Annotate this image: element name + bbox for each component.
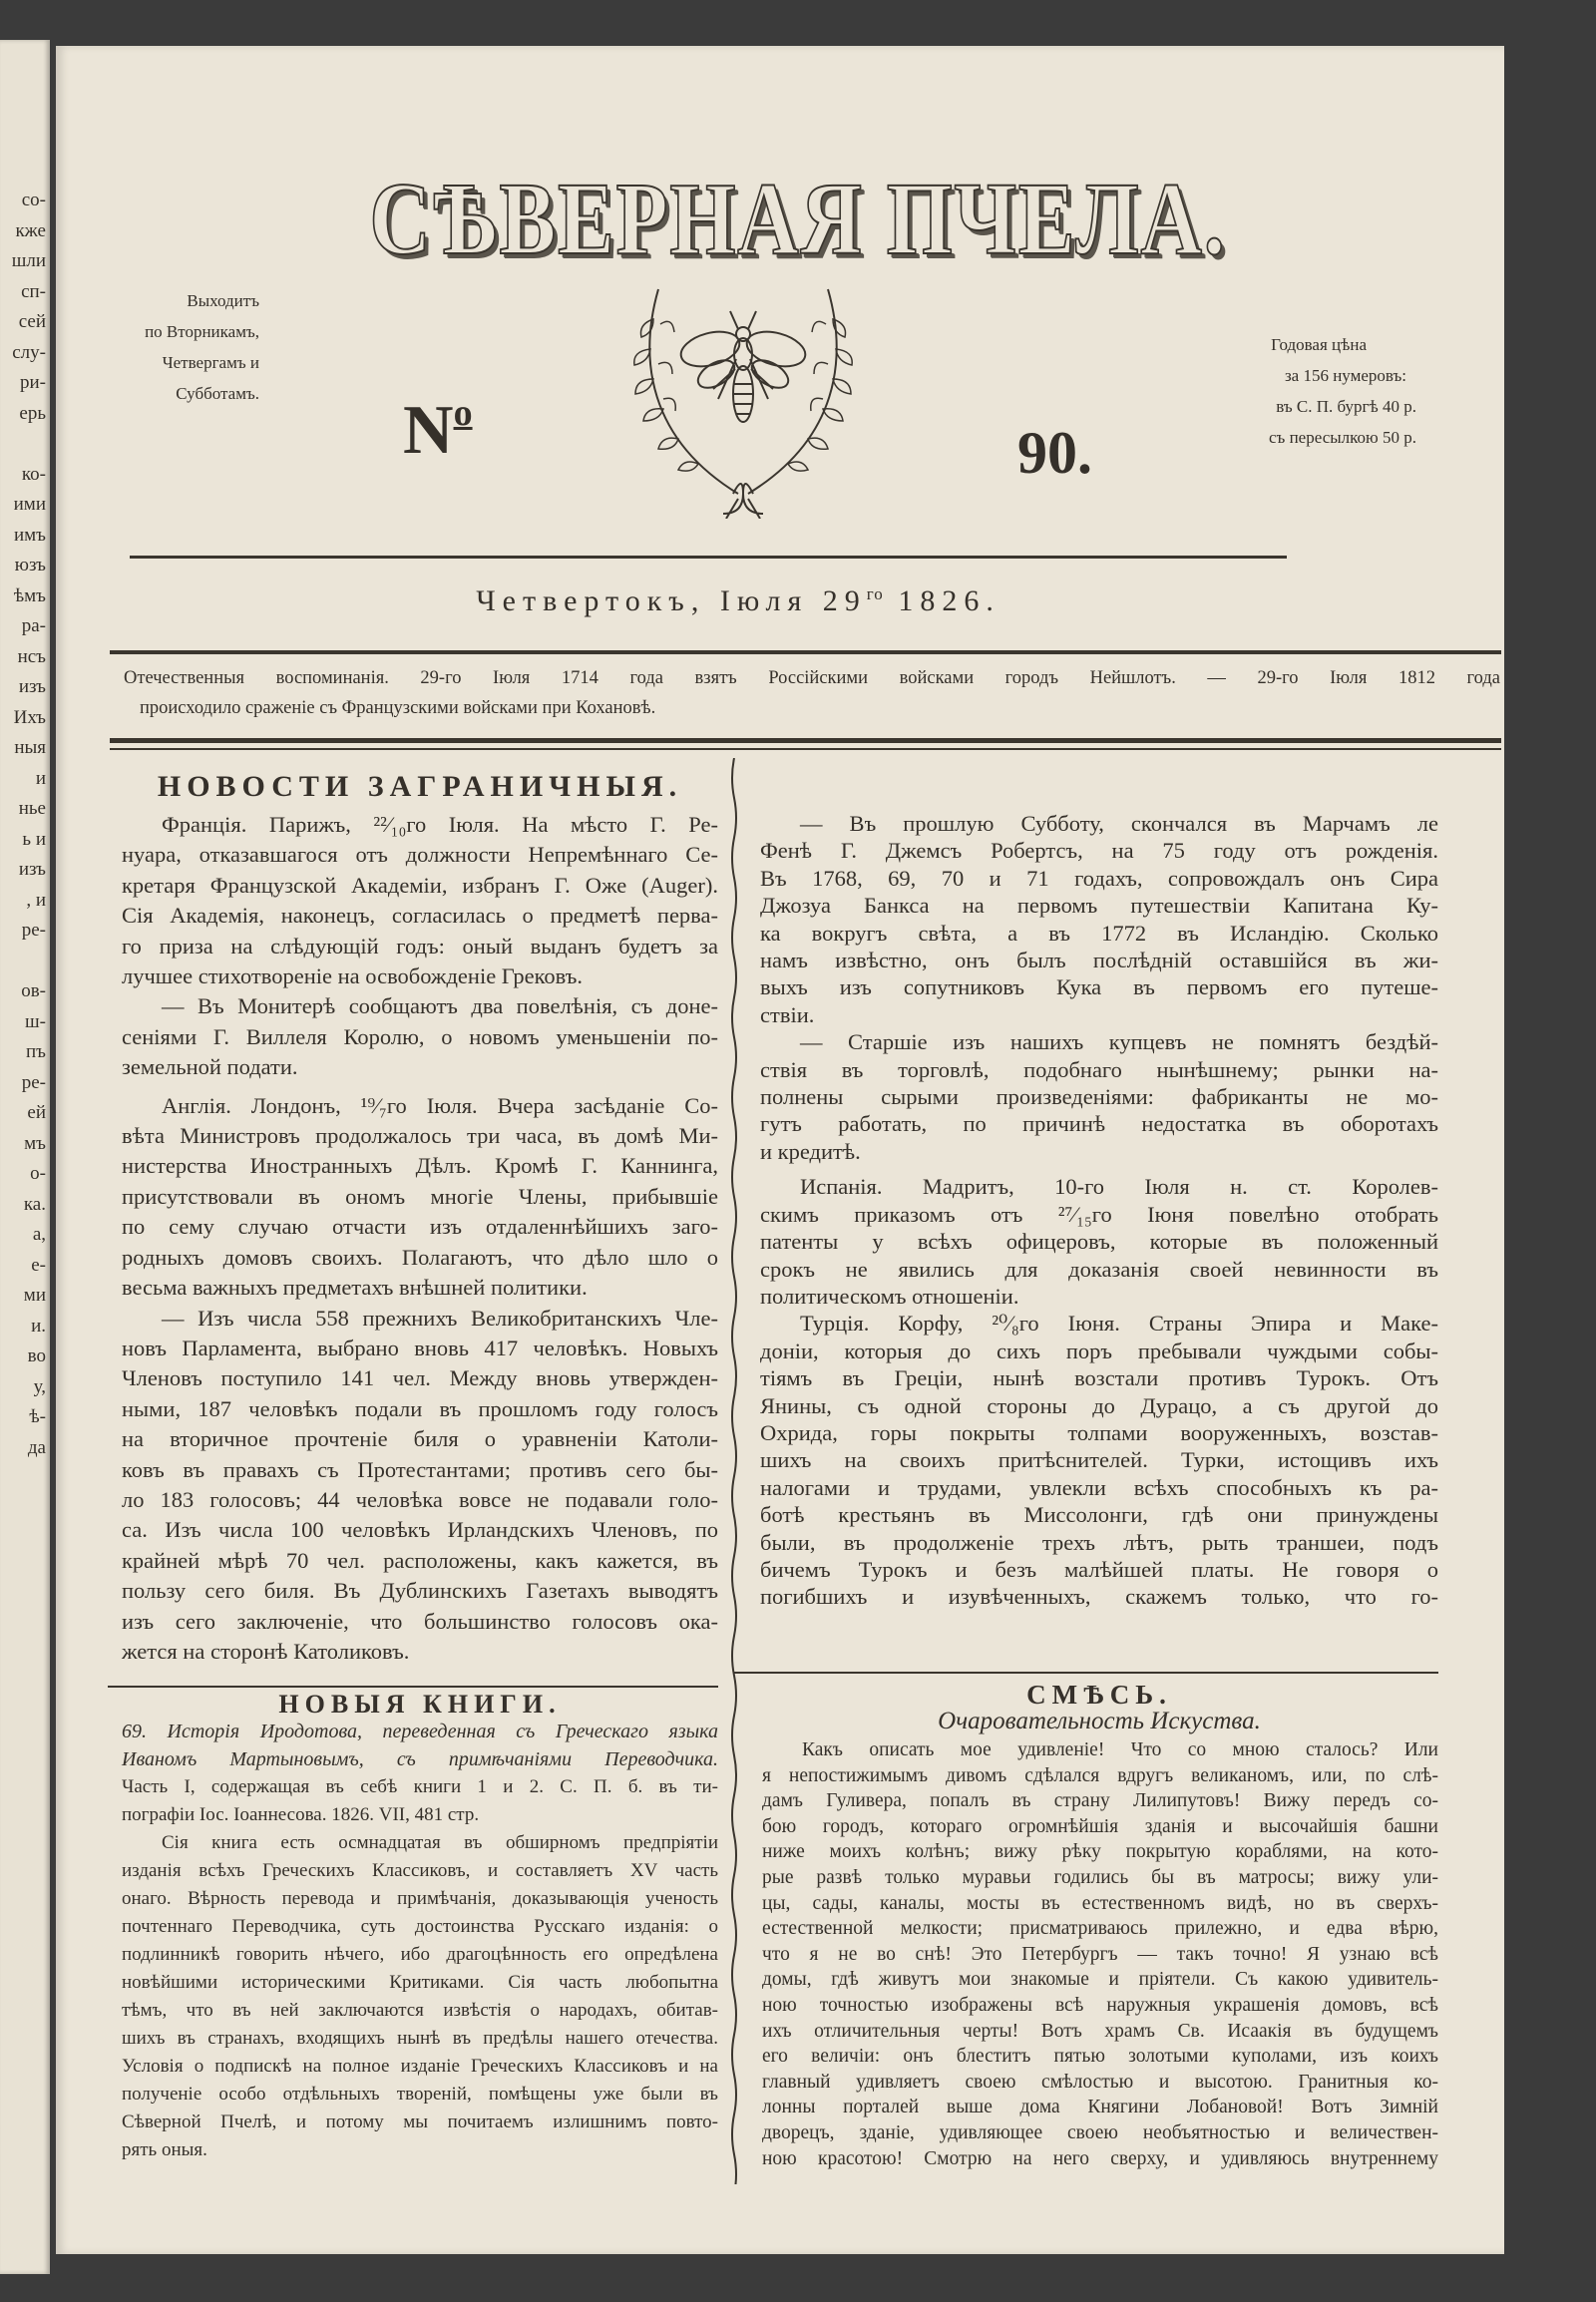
previous-page-text-fragment: Ихъ xyxy=(13,706,46,728)
previous-page-text-fragment: ре- xyxy=(21,1071,46,1093)
previous-page-text-fragment: изъ xyxy=(18,859,46,880)
text-line: ною точностью изображены всѣ наружныя украшенія домовъ, всѣ xyxy=(762,1994,1438,2016)
text-line: новѣйшими историческими Критиками. Сія часть любопытна xyxy=(122,1972,718,1993)
text-line: доніи, которыя до сихъ поръ пребывали чуждыми собы- xyxy=(760,1338,1438,1363)
text-line: нистерства Иностранныхъ Дѣлъ. Кромѣ Г. Каннинга, xyxy=(122,1153,718,1179)
text-line: ною красотою! Смотрю на него сверху, и удивляюсь внутреннему xyxy=(762,2147,1438,2169)
text-line: — Въ прошлую Субботу, скончался въ Марчамъ ле xyxy=(800,811,1438,836)
text-line: сеніями Г. Виллеля Королю, о новомъ уменьшеніи по- xyxy=(122,1023,718,1049)
section-heading-new-books: НОВЫЯ КНИГИ. xyxy=(278,1690,562,1719)
number-sign xyxy=(403,391,473,471)
previous-page-text-fragment: нсъ xyxy=(17,645,46,667)
issue-date xyxy=(0,584,1476,618)
text-line: Джозуа Банкса на первомъ путешествіи Капитана Ку- xyxy=(760,893,1438,919)
schedule-line: Выходитъ xyxy=(187,291,259,310)
price-line: Годовая цѣна xyxy=(1271,335,1367,354)
text-line: дамъ Гуливера, попалъ въ страну Лилипутовъ! Вижу передъ со- xyxy=(762,1790,1438,1812)
previous-page-text-fragment: юзъ xyxy=(14,555,46,576)
text-line: новъ Парламента, выбрано вновь 417 человѣкъ. Новыхъ xyxy=(122,1335,718,1360)
text-line: Турція. Корфу, ²⁰⁄₈го Іюня. Страны Эпира и Маке- xyxy=(800,1311,1438,1337)
previous-page-text-fragment: слу- xyxy=(12,341,46,363)
previous-page-text-fragment: во xyxy=(27,1345,46,1366)
text-line: Франція. Парижъ, ²²⁄₁₀го Іюля. На мѣсто Г. Ре- xyxy=(162,812,718,837)
text-line: вѣта Министровъ продолжалось три часа, въ домѣ Ми- xyxy=(122,1123,718,1149)
text-line: Сія Академія, наконецъ, согласилась о предметѣ перва- xyxy=(122,903,718,929)
text-line: — Старшіе изъ нашихъ купцевъ не помнятъ бездѣй- xyxy=(800,1029,1438,1055)
date-year: 1826. xyxy=(883,584,1000,617)
text-line: подлинникѣ говорить нѣчего, ибо драгоцѣнность его опредѣлена xyxy=(122,1944,718,1965)
text-line: го приза на слѣдующій годъ: оный выданъ будетъ за xyxy=(122,933,718,959)
text-line: Часть I, содержащая въ себѣ книги 1 и 2. С. П. б. въ ти- xyxy=(122,1776,718,1797)
previous-page-text-fragment: о- xyxy=(30,1163,46,1184)
text-line: лонны порталей выше дома Княгини Лобановой! Вотъ Зимній xyxy=(762,2097,1438,2118)
text-line: что я не во снѣ! Это Петербургъ — такъ точно! Я узнаю всѣ xyxy=(762,1943,1438,1965)
previous-page-text-fragment: ов- xyxy=(21,980,46,1001)
text-line: Членовъ поступило 141 чел. Между вновь утвержден- xyxy=(122,1365,718,1391)
previous-page-text-fragment: е- xyxy=(31,1254,46,1276)
text-line: бичемъ Турокъ и безъ малѣйшей платы. Не говоря о xyxy=(760,1556,1438,1582)
text-line: тіямъ въ Греціи, нынѣ возстали противъ Турокъ. Отъ xyxy=(760,1365,1438,1391)
price-line: за 156 нумеровъ: xyxy=(1284,366,1406,385)
previous-page-edge xyxy=(0,40,50,2274)
previous-page-text-fragment: мъ xyxy=(24,1132,46,1154)
text-line: пографіи Іос. Іоаннесова. 1826. VII, 481 стр. xyxy=(122,1804,480,1825)
previous-page-text-fragment: ра- xyxy=(21,615,46,636)
divider-rule xyxy=(108,1686,718,1688)
schedule-line: Субботамъ. xyxy=(176,384,259,403)
text-line: естественной мелкости; присматриваюсь прилежно, и едва вѣрю, xyxy=(762,1918,1438,1940)
previous-page-text-fragment: ми xyxy=(23,1285,46,1306)
text-line: домы, гдѣ живутъ мои знакомые и пріятели. Съ какою удивитель- xyxy=(762,1969,1438,1991)
text-line: ихъ отличительныя черты! Вотъ храмъ Св. Исаакія въ будущемъ xyxy=(762,2020,1438,2042)
text-line: Сѣверной Пчелѣ, и потому мы почитаемъ излишнимъ повто- xyxy=(122,2111,718,2132)
previous-page-text-fragment: а, xyxy=(32,1224,46,1245)
previous-page-text-fragment: нье xyxy=(18,798,46,819)
previous-page-text-fragment: ре- xyxy=(21,920,46,941)
text-line: онаго. Вѣрность перевода и примѣчанія, доказывающія ученость xyxy=(122,1888,718,1909)
number-sign-letter: N xyxy=(403,392,454,469)
text-line: ка вокругъ свѣта, а въ 1772 въ Исландію. Сколько xyxy=(760,920,1438,946)
previous-page-text-fragment: сей xyxy=(18,311,46,332)
previous-page-text-fragment: ерь xyxy=(19,402,46,424)
text-line: шихъ въ странахъ, входящихъ нынѣ въ предѣлы нашего отечества. xyxy=(122,2028,718,2049)
schedule-line: Четвергамъ и xyxy=(162,353,259,372)
text-line: — Изъ числа 558 прежнихъ Великобританскихъ Чле- xyxy=(162,1305,718,1331)
previous-page-text-fragment: со- xyxy=(21,190,46,210)
publication-schedule xyxy=(100,285,259,409)
text-line: намъ извѣстно, онъ былъ послѣдній оставшійся въ жи- xyxy=(760,948,1438,973)
previous-page-text-fragment: изъ xyxy=(18,676,46,697)
previous-page-text-fragment: сп- xyxy=(21,280,46,302)
previous-page-text-fragment: ь и xyxy=(22,828,46,850)
text-line: его величіи: онъ блеститъ пятью золотыми куполами, изъ коихъ xyxy=(762,2046,1438,2068)
text-line: политическомъ отношеніи. xyxy=(760,1283,1019,1309)
previous-page-text-fragment: ими xyxy=(13,494,46,515)
text-line: Въ 1768, 69, 70 и 71 годахъ, сопровождалъ онъ Сира xyxy=(760,865,1438,891)
text-line: шихъ на своихъ притѣснителей. Турки, истощивъ ихъ xyxy=(760,1447,1438,1473)
text-line: весьма важныхъ предметахъ внѣшней политики. xyxy=(122,1275,588,1301)
text-line: патенты у всѣхъ офицеровъ, которые въ положенный xyxy=(760,1229,1438,1255)
text-line: ствія въ торговлѣ, подобнаго нынѣшнему; рынки на- xyxy=(760,1056,1438,1082)
divider-rule xyxy=(734,1672,1438,1674)
text-line: пользу сего биля. Въ Дублинскихъ Газетахъ выводятъ xyxy=(122,1578,718,1604)
previous-page-text-fragment: кже xyxy=(15,219,46,241)
text-line: ло 183 голосовъ; 44 человѣка вовсе не подавали голо- xyxy=(122,1486,718,1512)
previous-page-text-fragment: ри- xyxy=(20,372,46,393)
article-title: Очаровательность Искуства. xyxy=(938,1708,1261,1734)
text-line: Иваномъ Мартыновымъ, съ примѣчаніями Переводчика. xyxy=(122,1748,718,1770)
text-line: изъ сего заключеніе, что большинство голосовъ ока- xyxy=(122,1608,718,1634)
memorial-line: происходило сраженіе съ Французскими войсками при Кохановѣ. xyxy=(140,698,656,718)
text-line: ствіи. xyxy=(760,1001,815,1027)
price-line: съ пересылкою 50 р. xyxy=(1269,428,1416,447)
previous-page-text-fragment: , и xyxy=(26,889,46,911)
text-line: тѣмъ, что въ ней заключаются извѣстія о народахъ, обитав- xyxy=(122,2000,718,2021)
text-line: главный удивляетъ своею смѣлостью и высотою. Гранитныя ко- xyxy=(762,2071,1438,2093)
previous-page-text-fragment: и xyxy=(35,767,46,789)
text-line: Янины, съ одной стороны до Дурацо, а съ другой до xyxy=(760,1392,1438,1418)
text-line: почтеннаго Переводчика, суть достоинства Русскаго изданія: о xyxy=(122,1916,718,1937)
text-line: налогами и трудами, увлекли всѣхъ способныхъ къ ра- xyxy=(760,1474,1438,1500)
text-line: ботѣ крестьянъ въ Миссолонги, гдѣ они принуждены xyxy=(760,1502,1438,1528)
paragraph-gap xyxy=(760,1165,1438,1173)
date-day-month: Четвертокъ, Іюля 29 xyxy=(476,584,867,617)
previous-page-text-fragment: у, xyxy=(33,1375,46,1397)
foreign-news-continued-text xyxy=(760,810,1438,1611)
text-line: бою городъ, котораго огромнѣйшія зданія и высочайшія башни xyxy=(762,1815,1438,1837)
divider-rule xyxy=(110,650,1501,654)
foreign-news-text xyxy=(122,810,718,1667)
text-line: ниже моихъ колѣнъ; вижу рѣку покрытую кораблями, на кото- xyxy=(762,1841,1438,1863)
text-line: были, въ продолженіе трехъ лѣтъ, рыть траншеи, подъ xyxy=(760,1529,1438,1555)
previous-page-text-fragment: ныя xyxy=(14,737,46,758)
text-line: полученіе особо отдѣльныхъ твореній, помѣщены уже были въ xyxy=(122,2084,718,2105)
number-sign-suffix: о xyxy=(453,392,473,434)
miscellany-text xyxy=(762,1737,1438,2171)
text-line: Фенѣ Г. Джемсъ Робертсъ, на 75 году отъ рожденія. xyxy=(760,838,1438,864)
text-line: рять оныя. xyxy=(122,2139,207,2160)
text-line: цы, сады, каналы, мосты въ естественномъ видѣ, но въ сверхъ- xyxy=(762,1892,1438,1914)
previous-page-text-fragment: ко- xyxy=(21,463,46,485)
text-line: крайней мѣрѣ 70 чел. расположены, какъ кажется, въ xyxy=(122,1547,718,1573)
text-line: нуара, отказавшагося отъ должности Непремѣннаго Се- xyxy=(122,842,718,868)
new-books-text xyxy=(122,1718,718,2164)
previous-page-text-fragment: ш- xyxy=(25,1010,46,1032)
double-rule-thick xyxy=(110,738,1501,743)
text-line: ными, 187 человѣкъ подали въ прошломъ году голосъ xyxy=(122,1395,718,1421)
text-line: ковъ въ правахъ съ Протестантами; противъ сего бы- xyxy=(122,1456,718,1482)
text-line: жется на сторонѣ Католиковъ. xyxy=(122,1638,410,1664)
previous-page-text-fragment: ка. xyxy=(23,1193,46,1215)
text-line: Какъ описать мое удивленіе! Что со мною сталось? Или xyxy=(802,1739,1438,1760)
text-line: я непостижимымъ дивомъ сдѣлался вдругъ великаномъ, или, по слѣ- xyxy=(762,1764,1438,1786)
text-line: изданія всѣхъ Греческихъ Классиковъ, и составляетъ XV часть xyxy=(122,1860,718,1881)
text-line: скимъ приказомъ отъ ²⁷⁄₁₅го Іюня повелѣно отобрать xyxy=(760,1201,1438,1227)
text-line: Охрида, горы покрыты толпами вооруженныхъ, возстав- xyxy=(760,1419,1438,1445)
text-line: рые развѣ только муравьи годились бы въ матросы; вижу ули- xyxy=(762,1866,1438,1888)
text-line: на вторичное прочтеніе биля о уравненіи Католи- xyxy=(122,1426,718,1452)
text-line: срокъ не явились для доказанія своей невинности въ xyxy=(760,1256,1438,1282)
text-line: земельной подати. xyxy=(122,1054,298,1080)
previous-page-text-fragment: ей xyxy=(27,1102,46,1123)
issue-number: 90. xyxy=(1017,420,1092,486)
previous-page-text-fragment: ѣмъ xyxy=(13,584,46,606)
date-suffix: го xyxy=(866,584,884,603)
text-line: кретаря Французской Академіи, избранъ Г. Оже (Auger). xyxy=(122,872,718,898)
text-line: присутствовали въ ономъ многіе Члены, прибывшіе xyxy=(122,1183,718,1209)
text-line: родныхъ домовъ своихъ. Полагаютъ, что дѣло шло о xyxy=(122,1244,718,1270)
text-line: гутъ работать, по причинѣ недостатка въ оборотахъ xyxy=(760,1111,1438,1137)
newspaper-title: СѢВЕРНАЯ ПЧЕЛА. xyxy=(369,162,1227,276)
text-line: 69. Исторія Иродотова, переведенная съ Греческаго языка xyxy=(122,1721,718,1742)
subscription-price xyxy=(1137,329,1416,453)
previous-page-text-fragment: имъ xyxy=(13,524,46,546)
text-line: лучшее стихотвореніе на освобожденіе Грековъ. xyxy=(122,963,583,989)
bee-emblem-icon xyxy=(598,279,888,519)
previous-page-text-fragment: шли xyxy=(11,250,46,271)
text-line: полнены сырыми произведеніями: фабриканты не мо- xyxy=(760,1084,1438,1110)
text-line: Испанія. Мадритъ, 10-го Іюля н. ст. Королев- xyxy=(800,1174,1438,1200)
text-line: Условія о подпискѣ на полное изданіе Греческихъ Классиковъ и на xyxy=(122,2056,718,2077)
text-line: — Въ Монитерѣ сообщаютъ два повелѣнія, съ доне- xyxy=(162,993,718,1019)
text-line: Англія. Лондонъ, ¹⁹⁄₇го Іюля. Вчера засѣданіе Со- xyxy=(162,1092,718,1118)
paragraph-gap xyxy=(122,1083,718,1091)
section-heading-foreign-news: НОВОСТИ ЗАГРАНИЧНЫЯ. xyxy=(157,770,683,803)
column-divider xyxy=(724,758,744,2184)
previous-page-text-fragment: ѣ- xyxy=(29,1406,46,1427)
previous-page-text-fragment: да xyxy=(27,1436,46,1458)
section-heading-miscellany: СМѢСЬ. xyxy=(1026,1680,1172,1710)
schedule-line: по Вторникамъ, xyxy=(145,322,259,341)
text-line: по сему случаю отчасти изъ отдаленнѣйшихъ заго- xyxy=(122,1214,718,1240)
double-rule-thin xyxy=(110,748,1501,750)
previous-page-text-fragment: и. xyxy=(31,1315,46,1337)
text-line: выхъ изъ сопутниковъ Кука въ первомъ его путеше- xyxy=(760,974,1438,1000)
price-line: въ С. П. бургѣ 40 р. xyxy=(1276,397,1416,416)
text-line: и кредитѣ. xyxy=(760,1138,861,1164)
text-line: дворецъ, зданіе, удивляющее своею необъятностью и величествен- xyxy=(762,2121,1438,2143)
text-line: погибшихъ и изувѣченныхъ, скажемъ только, что го- xyxy=(760,1584,1438,1610)
memorial-line: Отечественныя воспоминанія. 29-го Іюля 1714 года взятъ Россійскими войсками городъ Нейшлотъ. — 29-го Іюля 1812 года xyxy=(124,668,1500,688)
previous-page-text-fragment: пъ xyxy=(26,1041,46,1062)
divider-rule xyxy=(130,556,1287,559)
text-line: са. Изъ числа 100 человѣкъ Ирландскихъ Членовъ, по xyxy=(122,1517,718,1543)
text-line: Сія книга есть осмнадцатая въ обширномъ предпріятіи xyxy=(162,1832,718,1853)
